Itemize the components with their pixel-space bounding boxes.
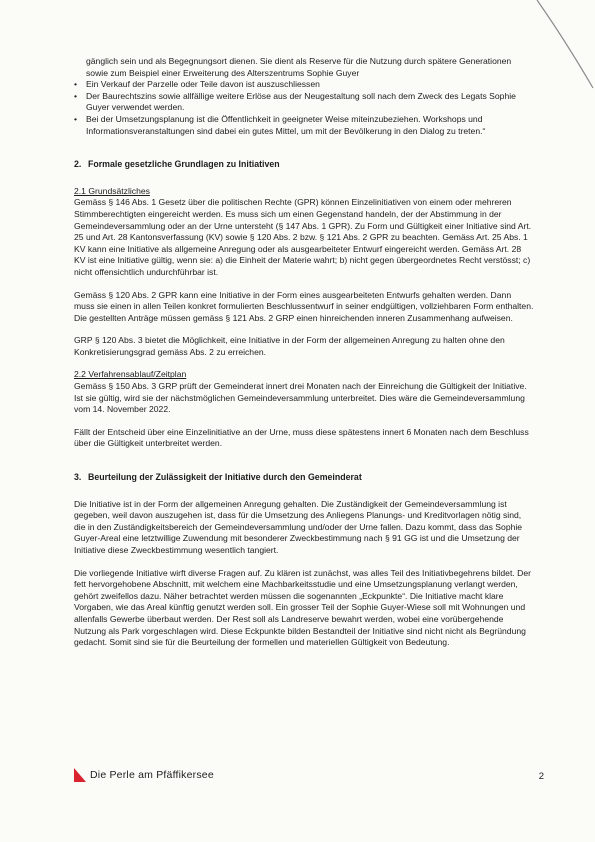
paragraph: Fällt der Entscheid über eine Einzelinitiative an der Urne, muss diese spätestens innert 6 Monaten nach dem Beschluss über die Gültigkeit unterbreitet werden. — [74, 426, 529, 449]
list-item: • Ein Verkauf der Parzelle oder Teile davon ist auszuschliessen — [74, 79, 534, 91]
section-3-title: Beurteilung der Zulässigkeit der Initiative durch den Gemeinderat — [88, 472, 362, 483]
section-3-heading — [74, 472, 534, 484]
brand-logo-icon — [74, 768, 86, 782]
page-footer — [74, 765, 544, 785]
section-3-number: 3. — [74, 472, 82, 483]
paragraph: Die Initiative ist in der Form der allgemeinen Anregung gehalten. Die Zuständigkeit der Gemeindeversammlung ist gegeben, weil davon auszugehen ist, dass für die Umsetzung des Anliegens Planungs- und Kreditvorlagen nötig sind, die in den Zuständigkeitsbereich der Gemeindeversammlung und/oder der Urne fallen. Dazu kommt, dass das Sophie Guyer-Areal eine letztwillige Zuwendung mit besonderer Zweckbestimmung nach § 91 GG ist und die Umsetzung der Initiative diese Zweckbestimmung wesentlich tangiert. — [74, 498, 523, 555]
paragraph: GRP § 120 Abs. 3 bietet die Möglichkeit, eine Initiative in der Form der allgemeinen Anregung zu halten ohne den Konkretisierungsgrad gemäss Abs. 2 zu erreichen. — [74, 335, 505, 357]
footer-brand: Die Perle am Pfäffikersee — [90, 769, 214, 781]
paragraph: Gemäss § 150 Abs. 3 GRP prüft der Gemeinderat innert drei Monaten nach der Einreichung die Gültigkeit der Initiative. Ist sie gültig, wird sie der nächstmöglichen Gemeindeversammlung unterbreitet. Dies wäre die Gemeindeversammlung vom 14. November 2022. — [74, 381, 527, 415]
document-body — [74, 56, 534, 649]
page-edge-shadow — [535, 0, 595, 90]
subsection-2-1-heading: 2.1 Grundsätzliches — [74, 185, 150, 196]
intro-continuation: gänglich sein und als Begegnungsort dienen. Sie dient als Reserve für die Nutzung durch spätere Generationen sowie zum Beispiel einer Erweiterung des Alterszentrums Sophie Guyer — [86, 56, 512, 78]
section-2-number: 2. — [74, 159, 82, 170]
list-item: • Bei der Umsetzungsplanung ist die Öffentlichkeit in geeigneter Weise miteinzubeziehen. Workshops und Informationsveranstaltungen sind dabei ein gutes Mittel, um mit der Bevölkerung in den Dialog zu treten.“ — [74, 114, 534, 137]
subsection-2-2-heading: 2.2 Verfahrensablauf/Zeitplan — [74, 369, 187, 380]
paragraph: Die vorliegende Initiative wirft diverse Fragen auf. Zu klären ist zunächst, was alles Teil des Initiativbegehrens bildet. Der fett hervorgehobene Abschnitt, mit welchem eine Machbarkeitsstudie und eine Umsetzungsplanung verlangt werden, gehört zweifellos dazu. Näher betrachtet werden müssen die sogenannten „Eckpunkte“. Die Initiative macht klare Vorgaben, wie das Areal künftig genutzt werden soll. Ein grosser Teil der Sophie Guyer-Wiese soll mit Wohnungen und allenfalls Gewerbe überbaut werden. Der Rest soll als Landreserve bewahrt werden, wobei eine vorübergehende Nutzung als Park vorgeschlagen wird. Diese Eckpunkte bilden Bestandteil der Initiative sind nicht nicht als Begründung gedacht. Somit sind sie für die Beurteilung der formellen und materiellen Gültigkeit von Bedeutung. — [74, 567, 531, 648]
intro-bullet-list — [74, 79, 534, 137]
paragraph: Gemäss § 120 Abs. 2 GPR kann eine Initiative in der Form eines ausgearbeiteten Entwurfs gehalten werden. Dann muss sie einen in allen Teilen konkret formulierten Beschlussentwurf in seiner endgültigen, vollziehbaren Form enthalten. Die gestellten Anträge müssen gemäss § 121 Abs. 2 GRP einen hinreichenden inneren Zusammenhang aufweisen. — [74, 289, 534, 323]
list-item: • Der Baurechtszins sowie allfällige weitere Erlöse aus der Neugestaltung soll nach dem Zweck des Legats Sophie Guyer verwendet werden. — [74, 91, 534, 114]
section-2-title: Formale gesetzliche Grundlagen zu Initiativen — [88, 159, 280, 170]
paragraph: Gemäss § 146 Abs. 1 Gesetz über die politischen Rechte (GPR) können Einzelinitiativen von einem oder mehreren Stimmberechtigten eingereicht werden. Es muss sich um einen Gegenstand handeln, der der Abstimmung in der Gemeindeversammlung oder an der Urne untersteht (§ 147 Abs. 1 GPR). Zu Form und Gültigkeit einer Initiative sind Art. 25 und Art. 28 Kantonsverfassung (KV) sowie § 120 Abs. 2 bzw. § 121 Abs. 2 GPR zu beachten. Gemäss Art. 25 Abs. 1 KV kann eine Initiative als allgemeine Anregung oder als ausgearbeiteter Entwurf eingereicht werden. Gemäss Art. 28 KV ist eine Initiative gültig, wenn sie: a) die Einheit der Materie wahrt; b) nicht gegen übergeordnetes Recht verstösst; c) nicht offensichtlich undurchführbar ist. — [74, 197, 532, 277]
section-2-heading — [74, 159, 534, 171]
page-number: 2 — [538, 771, 544, 782]
